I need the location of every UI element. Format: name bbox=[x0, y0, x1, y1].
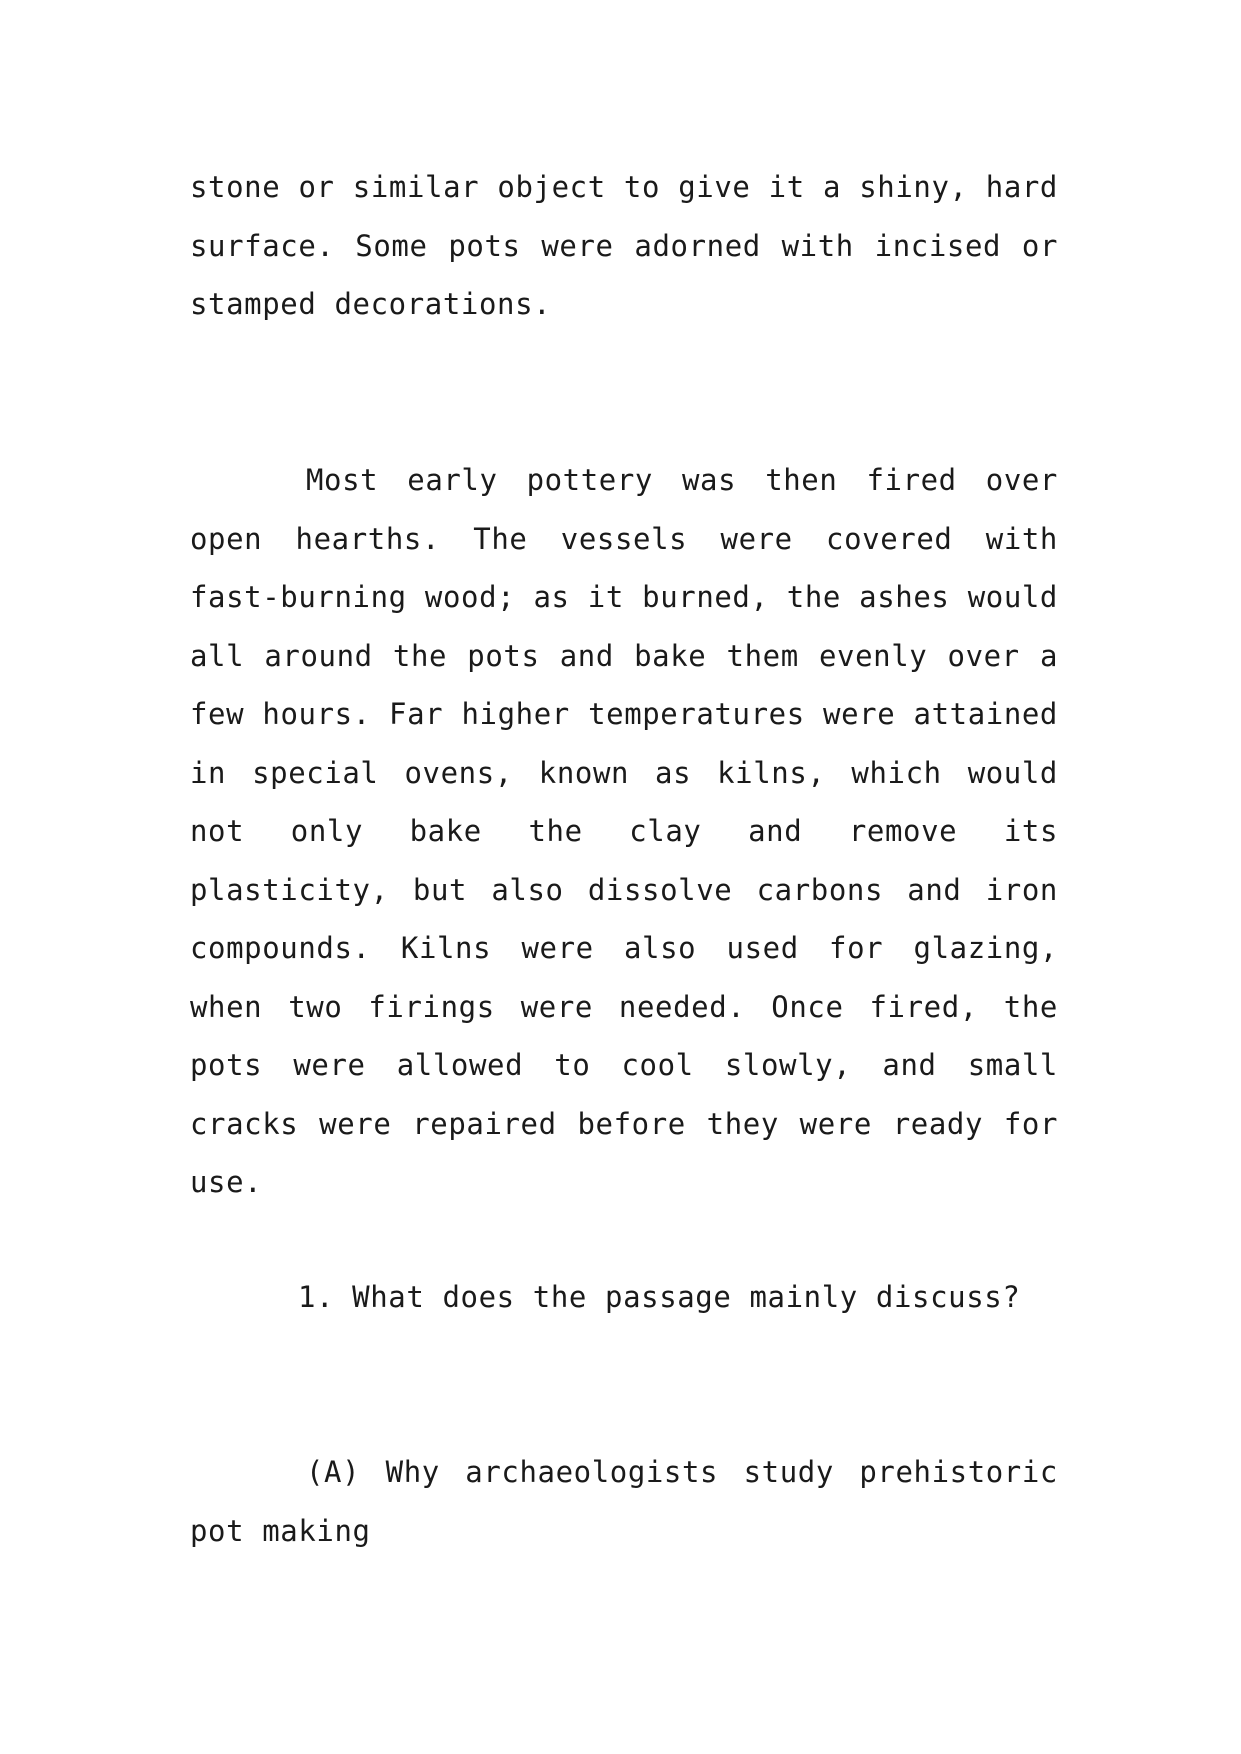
answer-option-a: (A) Why archaeologists study prehistoric pot making bbox=[190, 1455, 1058, 1548]
passage-paragraph-firing: Most early pottery was then fired over open hearths. The vessels were covered with fast-burning wood; as it burned, the ashes would all around the pots and bake them evenly over a few hours. Far higher temperatures were attained in special ovens, known as kilns, which would not only bake the clay and remove its plasticity, but also dissolve carbons and iron compounds. Kilns were also used for glazing, when two firings were needed. Once fired, the pots were allowed to cool slowly, and small cracks were repaired before they were ready for use. bbox=[190, 463, 1058, 1199]
passage-paragraph-continued: stone or similar object to give it a shiny, hard surface. Some pots were adorned with incised or stamped decorations. bbox=[190, 170, 1058, 321]
question-1: 1. What does the passage mainly discuss? bbox=[298, 1280, 1021, 1314]
